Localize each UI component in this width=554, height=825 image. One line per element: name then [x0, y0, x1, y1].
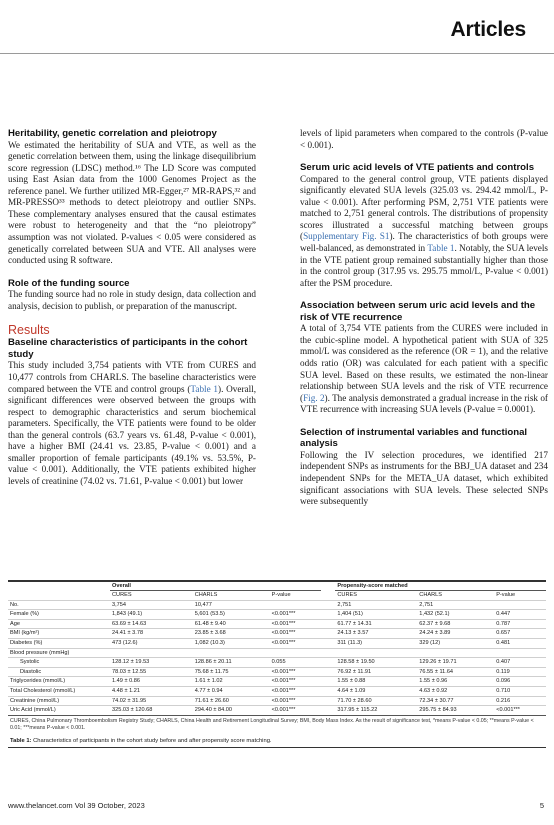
table-cell [110, 648, 193, 658]
row-label: Triglycerides (mmol/L) [8, 677, 110, 687]
sub-header-psm-pvalue: P-value [496, 592, 516, 599]
table-cell [270, 648, 322, 658]
table-cell: 0.055 [270, 658, 322, 668]
table-row [8, 629, 546, 639]
group-spacer-cell [321, 600, 335, 610]
table-cell: <0.001*** [270, 629, 322, 639]
table-row [8, 677, 546, 687]
table-cell: 4.63 ± 0.92 [417, 687, 494, 697]
table-cell: 317.95 ± 115.22 [335, 706, 417, 715]
baseline-paragraph [8, 360, 256, 487]
table-cell: 1.61 ± 1.02 [193, 677, 270, 687]
table-cell: 24.13 ± 3.57 [335, 629, 417, 639]
supplementary-fig-link[interactable]: Supplementary Fig. S1 [303, 231, 390, 242]
table-cell [494, 648, 546, 658]
table-footnote: CURES, China Pulmonary Thromboembolism Registry Study; CHARLS, China Health and Retirement Longitudinal Survey; BMI, Body Mass Index. As the result of significance test, *means P-value < 0.05; **means P-value < 0.01; ***means P-value < 0.001. [10, 717, 534, 732]
table-cell: 1.49 ± 0.86 [110, 677, 193, 687]
group-spacer-cell [321, 706, 335, 715]
table-cell: 325.03 ± 120.68 [110, 706, 193, 715]
table-cell: <0.001*** [270, 706, 322, 715]
table-cell [335, 648, 417, 658]
table-cell: 1,432 (52.1) [417, 610, 494, 620]
selection-paragraph: Following the IV selection procedures, we identified 217 independent SNPs as instruments for the BBJ_UA dataset and 234 independent SNPs for the META_UA dataset, which exhibited significant associations with SUA levels. These selected SNPs were subsequently [300, 449, 548, 507]
page-number: 5 [539, 801, 544, 810]
funding-paragraph: The funding source had no role in study design, data collection and analysis, decision to publish, or preparation of the manuscript. [8, 289, 256, 311]
sub-header-pvalue: P-value [271, 592, 291, 599]
table-cell: 24.41 ± 3.78 [110, 629, 193, 639]
table-cell: 128.86 ± 20.11 [193, 658, 270, 668]
table-cell [417, 648, 494, 658]
table-caption-text: Characteristics of participants in the cohort study before and after propensity score matching. [31, 737, 272, 744]
row-label: Creatinine (mmol/L) [8, 696, 110, 706]
table-cell: 129.26 ± 19.71 [417, 658, 494, 668]
row-label: Total Cholesterol (mmol/L) [8, 687, 110, 697]
table-cell: 2,751 [417, 600, 494, 610]
row-label: BMI (kg/m²) [8, 629, 110, 639]
sub-header-blank [8, 591, 110, 601]
table-cell: 1.55 ± 0.96 [417, 677, 494, 687]
serum-paragraph [300, 174, 548, 289]
table1-link-2[interactable]: Table 1 [427, 242, 455, 253]
footer-journal-info: www.thelancet.com Vol 39 October, 2023 [8, 801, 145, 810]
table-cell: 0.787 [494, 619, 546, 629]
table-cell: 0.447 [494, 610, 546, 620]
row-label: No. [8, 600, 110, 610]
table-cell [494, 600, 546, 610]
table-cell: 62.37 ± 9.68 [417, 619, 494, 629]
table-cell: 61.77 ± 14.31 [335, 619, 417, 629]
table-cell: 0.407 [494, 658, 546, 668]
table1-link[interactable]: Table 1 [190, 383, 219, 394]
table-cell: <0.001*** [270, 610, 322, 620]
sub-header-charls: CHARLS [194, 592, 218, 599]
row-label: Diabetes (%) [8, 639, 110, 649]
table-cell: 24.24 ± 3.89 [417, 629, 494, 639]
table-row [8, 639, 546, 649]
serum-heading: Serum uric acid levels of VTE patients and controls [300, 162, 535, 174]
continuation-paragraph: levels of lipid parameters when compared to the controls (P-value < 0.001). [300, 128, 548, 150]
table-cell: <0.001*** [270, 687, 322, 697]
table-cell: 61.48 ± 9.40 [193, 619, 270, 629]
association-text-part-1: A total of 3,754 VTE patients from the CURES were included in the cubic-spline model. A hypothetical patient with SUA of 325 mmol/L was considered as the reference (OR = 1), and the relative odds ratio (OR) was calculated for each patient with a specific SUA level. Based on these results, we estimated the non-linear relationship between SUA levels and the risk of VTE recurrence ( [300, 323, 548, 403]
group-spacer-cell [321, 677, 335, 687]
table-cell: 2,751 [335, 600, 417, 610]
heritability-heading: Heritability, genetic correlation and pleiotropy [8, 128, 217, 139]
group-spacer-cell [321, 610, 335, 620]
left-column [8, 128, 256, 488]
group-spacer-cell [321, 658, 335, 668]
serum-text-part-2: ). The characteristics of both groups were well-balanced, as demonstrated in [300, 231, 548, 253]
table-cell: 295.75 ± 84.93 [417, 706, 494, 715]
group-spacer-cell [321, 619, 335, 629]
table-cell: <0.001*** [270, 619, 322, 629]
table-row [8, 610, 546, 620]
table-row [8, 667, 546, 677]
table-cell [270, 600, 322, 610]
table-cell: <0.001*** [270, 667, 322, 677]
row-label: Age [8, 619, 110, 629]
table-row [8, 619, 546, 629]
table-cell: 23.85 ± 3.68 [193, 629, 270, 639]
table-cell: 0.710 [494, 687, 546, 697]
table-caption-label: Table 1: [10, 737, 32, 744]
table-1 [8, 580, 546, 748]
table-cell: 1.55 ± 0.88 [335, 677, 417, 687]
row-label: Uric Acid (mmol/L) [8, 706, 110, 715]
row-label: Systolic [8, 658, 110, 668]
label-column-header [8, 582, 110, 591]
table-caption [8, 736, 546, 748]
funding-heading: Role of the funding source [8, 277, 130, 289]
header-divider [0, 53, 554, 54]
table-cell: 75.68 ± 11.75 [193, 667, 270, 677]
results-heading: Results [8, 323, 50, 338]
table-cell: 1,404 (51) [335, 610, 417, 620]
baseline-text-part-2: ). Overall, significant differences were observed between the groups with respect to demographic characteristics and serum biochemical parameters. Specifically, the VTE patients were found to be older than the general controls (63.7 years vs. 61.48, P-value < 0.001), have a higher BMI (24.41 vs. 23.85, P-value < 0.001) and a smaller proportion of female participants (49.1% vs. 53.5%, P-value < 0.001). Additionally, the VTE patients exhibited higher levels of creatinine (74.02 vs. 71.61, P-value < 0.001) but lower [8, 383, 256, 486]
table-cell: 63.69 ± 14.63 [110, 619, 193, 629]
table-cell: 78.03 ± 12.55 [110, 667, 193, 677]
sub-header-cures: CURES [112, 592, 132, 599]
group-spacer [321, 582, 335, 591]
table-cell: 473 (12.6) [110, 639, 193, 649]
sub-header-psm-cures: CURES [337, 592, 357, 599]
table-cell: 72.34 ± 30.77 [417, 696, 494, 706]
table-cell: 74.02 ± 31.95 [110, 696, 193, 706]
table-cell: 4.48 ± 1.21 [110, 687, 193, 697]
association-paragraph [300, 323, 548, 415]
table-cell: 329 (12) [417, 639, 494, 649]
table-cell: 0.119 [494, 667, 546, 677]
table-cell [193, 648, 270, 658]
table-row [8, 696, 546, 706]
table-cell: 0.481 [494, 639, 546, 649]
table-cell: 1,082 (10.3) [193, 639, 270, 649]
selection-heading: Selection of instrumental variables and functional analysis [300, 426, 528, 450]
right-column [300, 128, 548, 508]
table-cell: 4.77 ± 0.94 [193, 687, 270, 697]
association-text-part-2: ). The analysis demonstrated a gradual increase in the risk of VTE recurrence with increasing SUA levels (P-value = 0.0001). [300, 392, 548, 415]
group-spacer-cell [321, 667, 335, 677]
sub-header-psm-charls: CHARLS [419, 592, 442, 599]
characteristics-table [8, 582, 546, 715]
group-spacer-cell [321, 648, 335, 658]
overall-group-header: Overall [110, 582, 321, 591]
journal-section-title: Articles [450, 18, 526, 41]
table-row [8, 658, 546, 668]
fig2-link[interactable]: Fig. 2 [303, 392, 325, 403]
table-cell: 128.58 ± 19.50 [335, 658, 417, 668]
table-cell: 71.61 ± 26.60 [193, 696, 270, 706]
row-label: Female (%) [8, 610, 110, 620]
row-label: Blood pressure (mmHg) [8, 648, 110, 658]
baseline-text-part-1: This study included 3,754 patients with VTE from CURES and 10,477 controls from CHARLS. The baseline characteristics were compared between the VTE and control groups ( [8, 360, 256, 394]
group-spacer-cell [321, 629, 335, 639]
table-cell: 76.92 ± 11.91 [335, 667, 417, 677]
table-row [8, 600, 546, 610]
serum-text-part-1: Compared to the general control group, VTE patients displayed significantly elevated SUA levels (325.03 vs. 294.42 mmol/L, P-value < 0.001). After performing PSM, 2,751 VTE patients were matched to 2,751 general controls. The distributions of propensity scores illustrated a successful matching between groups ( [300, 173, 548, 242]
group-spacer-cell [321, 696, 335, 706]
table-cell: 0.096 [494, 677, 546, 687]
table-cell: 294.40 ± 84.00 [193, 706, 270, 715]
table-cell: <0.001*** [494, 706, 546, 715]
sub-header-spacer [321, 591, 335, 601]
table-cell: 5,601 (53.5) [193, 610, 270, 620]
table-cell: 1,843 (49.1) [110, 610, 193, 620]
table-cell: 128.12 ± 19.53 [110, 658, 193, 668]
table-cell: 10,477 [193, 600, 270, 610]
table-cell: <0.001*** [270, 677, 322, 687]
table-cell: 3,754 [110, 600, 193, 610]
table-cell: <0.001*** [270, 639, 322, 649]
serum-text-part-3: . Notably, the SUA levels in the VTE patient group remained substantially higher than those in the control group (317.95 vs. 295.75 mmol/L, P-value < 0.001) after the PSM procedure. [300, 242, 549, 288]
heritability-paragraph: We estimated the heritability of SUA and VTE, as well as the genetic correlation between them, using the linkage disequilibrium score regression (LDSC) method.¹⁶ The LD Score was computed using East Asian data from the 1000 Genomes Project as the reference panel. We further utilized MR-Egger,²⁷ MR-RAPS,³² and MR-PRESSO³³ methods to detect pleiotropy and outlier SNPs. These complementary analyses ensured that the causal estimates were robust to heterogeneity and that the “no pleiotropy” assumption was not violated. P-values < 0.05 were considered as genetically correlated between SUA and VTE. All analyses were conducted using R software. [8, 139, 256, 266]
table-cell: 311 (11.3) [335, 639, 417, 649]
table-row [8, 648, 546, 658]
table-body [8, 600, 546, 715]
table-row [8, 687, 546, 697]
table-cell: 0.657 [494, 629, 546, 639]
group-spacer-cell [321, 687, 335, 697]
table-cell: 0.216 [494, 696, 546, 706]
table-cell: 4.64 ± 1.09 [335, 687, 417, 697]
association-heading: Association between serum uric acid levels and the risk of VTE recurrence [300, 300, 536, 323]
table-row [8, 706, 546, 715]
table-cell: <0.001*** [270, 696, 322, 706]
row-label: Diastolic [8, 667, 110, 677]
table-cell: 76.55 ± 11.64 [417, 667, 494, 677]
psm-group-header: Propensity-score matched [335, 582, 546, 591]
baseline-heading: Baseline characteristics of participants in the cohort study [8, 337, 248, 360]
group-spacer-cell [321, 639, 335, 649]
table-cell: 71.70 ± 28.60 [335, 696, 417, 706]
